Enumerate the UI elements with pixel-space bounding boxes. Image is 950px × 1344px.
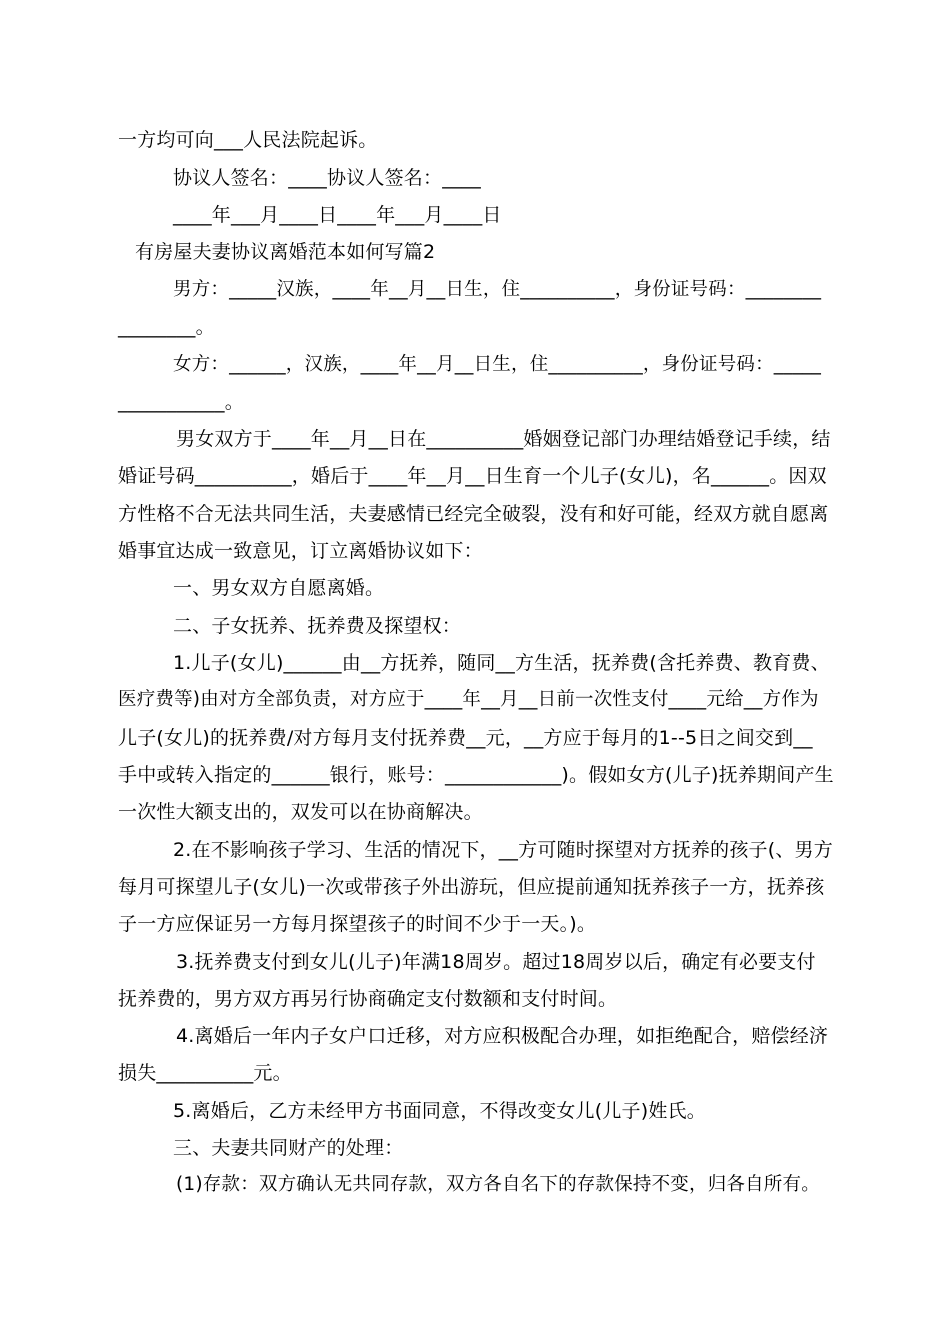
text-line: 一次性大额支出的，双发可以在协商解决。 <box>118 801 483 823</box>
text-line: 2.在不影响孩子学习、生活的情况下，__方可随时探望对方抚养的孩子(、男方 <box>173 839 833 861</box>
text-line: 1.儿子(女儿)______由__方抚养，随同__方生活，抚养费(含托养费、教育费、 <box>173 652 830 674</box>
text-line: 婚证号码__________，婚后于____年__月__日生育一个儿子(女儿)，名______。因双 <box>118 465 827 487</box>
text-line: 男方：_____汉族，____年__月__日生，住__________，身份证号码：________ <box>173 279 822 300</box>
clause-heading: 三、夫妻共同财产的处理： <box>173 1137 404 1159</box>
text-line: 一方均可向___人民法院起诉。 <box>118 129 378 151</box>
text-line: 女方：______，汉族，____年__月__日生，住__________，身份证号码：_____ <box>173 354 822 375</box>
text-line: 4.离婚后一年内子女户口迁移，对方应积极配合办理，如拒绝配合，赔偿经济 <box>176 1025 829 1047</box>
text-line: 子一方应保证另一方每月探望孩子的时间不少于一天。)。 <box>118 913 597 935</box>
text-line: 婚事宜达成一致意见，订立离婚协议如下： <box>118 540 483 562</box>
date-line: ____年___月____日____年___月____日 <box>173 204 502 226</box>
text-line: 损失__________元。 <box>118 1062 292 1084</box>
clause-heading: 一、男女双方自愿离婚。 <box>173 577 385 599</box>
text-line: 每月可探望儿子(女儿)一次或带孩子外出游玩，但应提前通知抚养孩子一方，抚养孩 <box>118 876 825 898</box>
text-line: 5.离婚后，乙方未经甲方书面同意，不得改变女儿(儿子)姓氏。 <box>173 1100 706 1122</box>
text-line: 抚养费的，男方双方再另行协商确定支付数额和支付时间。 <box>118 988 618 1010</box>
text-line: 手中或转入指定的______银行，账号：____________)。假如女方(儿子)抚养期间产生 <box>118 764 834 786</box>
text-line: (1)存款：双方确认无共同存款，双方各自名下的存款保持不变，归各自所有。 <box>176 1174 820 1195</box>
text-line: ___________。 <box>118 391 244 413</box>
clause-heading: 二、子女抚养、抚养费及探望权： <box>173 615 462 637</box>
text-line: 方性格不合无法共同生活，夫妻感情已经完全破裂，没有和好可能，经双方就自愿离 <box>118 503 829 525</box>
text-line: 医疗费等)由对方全部负责，对方应于____年__月__日前一次性支付____元给__方作为 <box>118 689 819 710</box>
signature-line: 协议人签名：____协议人签名：____ <box>173 167 482 189</box>
text-line: ________。 <box>118 316 215 338</box>
text-line: 3.抚养费支付到女儿(儿子)年满18周岁。超过18周岁以后，确定有必要支付 <box>176 951 816 973</box>
section-title: 有房屋夫妻协议离婚范本如何写篇2 <box>135 241 436 263</box>
text-line: 男女双方于____年__月__日在__________婚姻登记部门办理结婚登记手续，结 <box>176 428 831 450</box>
text-line: 儿子(女儿)的抚养费/对方每月支付抚养费__元，__方应于每月的1--5日之间交到__ <box>118 727 813 749</box>
